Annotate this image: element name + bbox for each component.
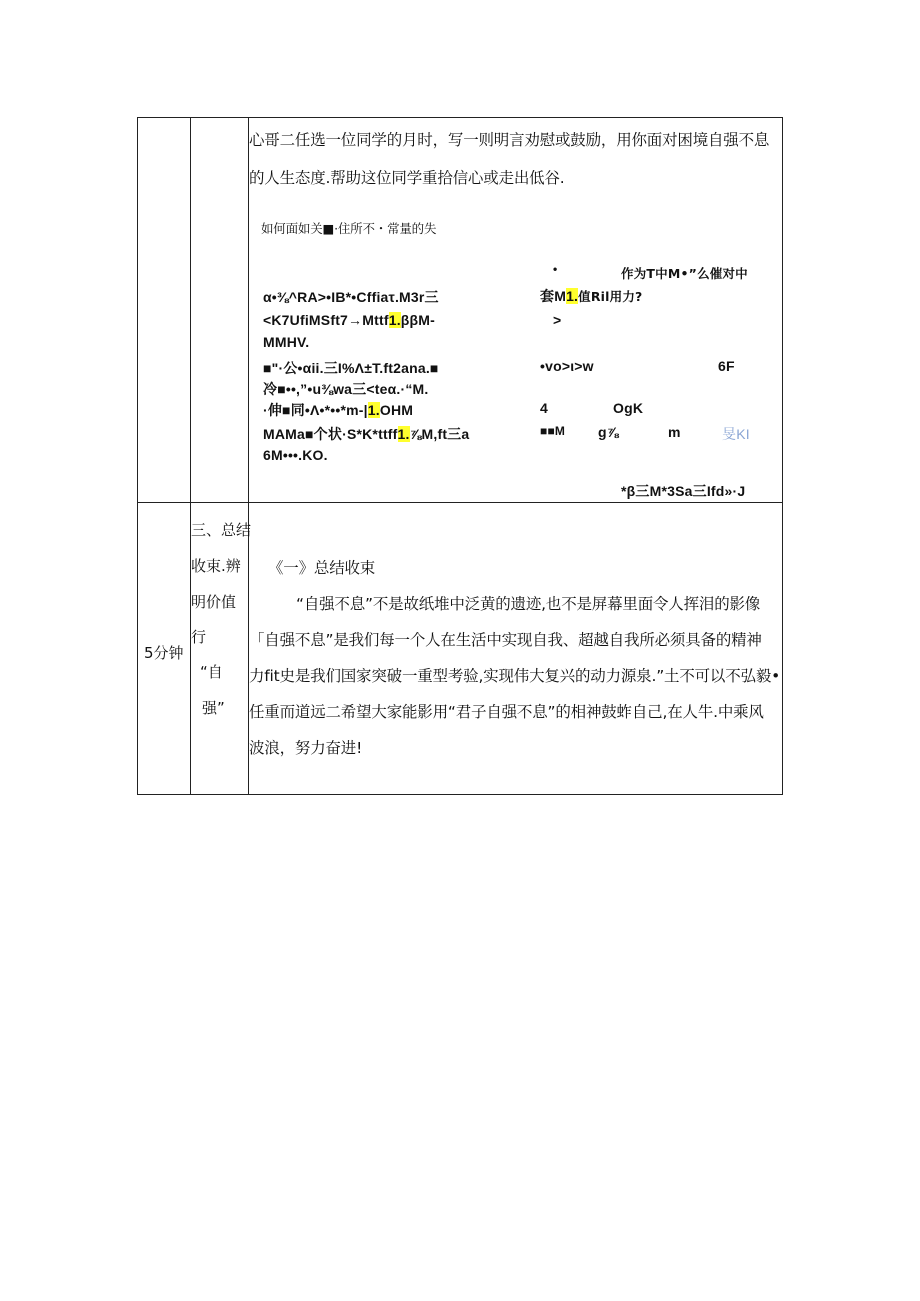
stage-line: 收束.辨 [191, 557, 241, 575]
stage-line: 明价值 [191, 593, 237, 611]
garbled-line: 4 [540, 400, 548, 416]
garbled-line: 套M1.值Ril用力? [540, 288, 643, 304]
stage-line: 强” [202, 699, 225, 717]
stage-line: 三、总结 [191, 521, 252, 539]
garbled-line: g⅞ [598, 424, 619, 440]
prompt-line-1: 心哥二任选一位同学的月时，写一则明言劝慰或鼓励，用你面对困境自强不息 [249, 131, 770, 149]
garbled-line: ■"·公•αii.三I%Λ±T.ft2ana.■ [263, 360, 439, 376]
highlighted-text: 1. [397, 426, 410, 442]
garbled-line: ·伸■同•Λ•*••*m-|1.OHM [263, 402, 414, 418]
garbled-line: 6M•••.KO. [263, 447, 328, 463]
garbled-line: MMHV. [263, 334, 310, 350]
garbled-bullet: • [553, 262, 558, 276]
lesson-plan-table [137, 117, 783, 795]
prompt-line-2: 的人生态度.帮助这位同学重拾信心或走出低谷. [249, 169, 565, 187]
body-line: “自强不息”不是故纸堆中泛黄的遗迹,也不是屏幕里面令人挥泪的影像 [296, 595, 761, 613]
time-cell: 5分钟 [144, 644, 184, 662]
body-line: 波浪，努力奋进! [249, 739, 363, 757]
garbled-line: 冷■••,”•u⅜wa三<teα.·“M. [263, 381, 429, 397]
highlighted-text: 1. [388, 312, 401, 328]
garbled-line: 旻KI [722, 426, 750, 442]
garbled-line: ■■M [540, 424, 566, 438]
column-divider-2 [248, 117, 249, 795]
stage-line: 行 [191, 628, 207, 646]
garbled-line: OgK [613, 400, 644, 416]
table-bottom-border [137, 794, 783, 795]
column-divider-1 [190, 117, 191, 795]
garbled-line: •vo>ι>w [540, 358, 594, 374]
body-line: 「自强不息”是我们每一个人在生活中实现自我、超越自我所必须具备的精神 [249, 631, 762, 649]
garbled-line: > [553, 312, 562, 328]
body-line: 力fit史是我们国家突破一重型考验,实现伟大复兴的动力源泉.”土不可以不弘毅• [249, 667, 781, 685]
highlighted-text: 1. [566, 288, 579, 304]
garbled-line: <K7UfiMSft7→Mttf1.ββM- [263, 312, 435, 328]
garbled-line: 作为T中M•”么催对中 [621, 266, 748, 281]
body-line: 任重而道远二希望大家能影用“君子自强不息”的相神鼓蚱自己,在人牛.中乘风 [249, 703, 764, 721]
garbled-line: 6F [718, 358, 735, 374]
highlighted-text: 1. [367, 402, 380, 418]
table-left-border [137, 117, 138, 795]
table-right-border [782, 117, 783, 795]
worksheet-subheading: 如何面如关■·住所不・常量的失 [261, 221, 437, 236]
row-divider [137, 502, 783, 503]
garbled-line: m [668, 424, 681, 440]
stage-line: “自 [200, 663, 223, 681]
table-top-border [137, 117, 783, 118]
section-heading: 《一》总结收束 [268, 559, 376, 577]
garbled-line: *β三M*3Sa三Ifd»·J [621, 483, 746, 499]
garbled-line: MAMa■个状·S*K*ttff1.⅞M,ft三a [263, 426, 470, 442]
garbled-line: α•⅜^RA>•IB*•Cffiaτ.M3r三 [263, 289, 439, 305]
